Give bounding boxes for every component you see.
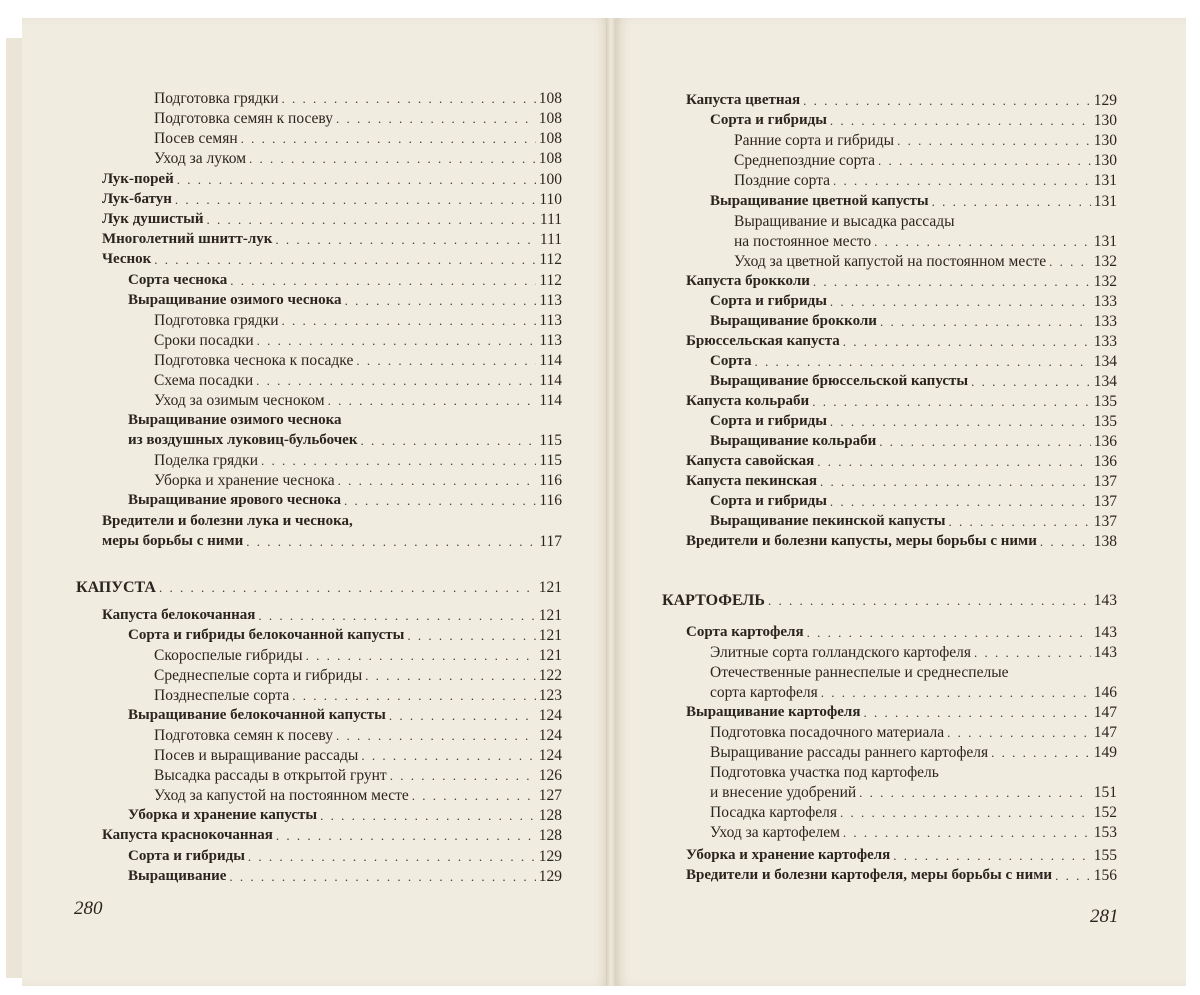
toc-entry	[686, 391, 1117, 411]
right-page	[612, 18, 1186, 986]
toc-entry	[710, 742, 1117, 762]
toc-entry	[710, 110, 1117, 130]
toc-entry-page: 152	[1093, 804, 1117, 821]
toc-entry	[686, 531, 1117, 551]
toc-entry-title: Капуста кольраби	[686, 393, 810, 409]
toc-leader-dots	[344, 491, 536, 510]
toc-leader-dots	[859, 783, 1091, 802]
toc-entry-title: Сорта и гибриды	[128, 848, 245, 864]
toc-entry-page: 108	[538, 150, 562, 167]
toc-entry-page: 123	[538, 687, 562, 704]
toc-entry	[154, 665, 562, 685]
toc-entry-title: Подготовка грядки	[154, 90, 279, 107]
toc-leader-dots	[365, 666, 536, 685]
toc-leader-dots	[249, 149, 536, 168]
toc-entry-title: Выращивание картофеля	[686, 704, 861, 720]
toc-entry	[102, 209, 562, 229]
toc-leader-dots	[257, 331, 537, 350]
toc-entry-title: Чеснок	[102, 251, 152, 267]
toc-entry	[154, 310, 562, 330]
toc-leader-dots	[833, 171, 1091, 190]
toc-entry	[710, 511, 1117, 531]
toc-entry-title: Лук душистый	[102, 211, 204, 227]
toc-entry	[154, 745, 562, 765]
toc-entry-title: Вредители и болезни картофеля, меры борьбы с ними	[686, 867, 1053, 883]
toc-leader-dots	[843, 823, 1091, 842]
toc-entry-page: 121	[538, 607, 562, 624]
toc-entry-page: 143	[1093, 592, 1117, 609]
toc-leader-dots	[356, 351, 536, 370]
toc-entry-title: Позднеспелые сорта	[154, 687, 290, 704]
toc-entry	[710, 491, 1117, 511]
toc-leader-dots	[974, 643, 1091, 662]
toc-entry-title: Схема посадки	[154, 372, 254, 389]
toc-entry	[154, 370, 562, 390]
toc-leader-dots	[843, 332, 1091, 351]
toc-entry	[102, 229, 562, 249]
toc-leader-dots	[258, 606, 535, 625]
toc-entry-page: 143	[1093, 644, 1117, 661]
toc-entry-title: Уход за цветной капустой на постоянном месте	[734, 253, 1047, 270]
toc-entry-page: 151	[1093, 784, 1117, 801]
toc-entry-page: 124	[538, 727, 562, 744]
toc-entry	[662, 590, 1117, 610]
toc-leader-dots	[328, 391, 537, 410]
toc-entry	[154, 645, 562, 665]
toc-entry-title: Отечественные раннеспелые и среднеспелые	[710, 664, 1009, 681]
toc-entry-title: Вредители и болезни лука и чеснока,	[102, 513, 353, 529]
toc-entry-page: 117	[539, 533, 562, 550]
toc-entry-title: Выращивание	[128, 868, 227, 884]
toc-entry-title: из воздушных луковиц-бульбочек	[128, 432, 358, 448]
toc-entry-title: Выращивание пекинской капусты	[710, 513, 946, 529]
toc-entry-page: 134	[1093, 353, 1117, 370]
toc-leader-dots	[175, 190, 536, 209]
toc-entry-page: 143	[1093, 624, 1117, 641]
toc-leader-dots	[768, 591, 1091, 610]
toc-leader-dots	[241, 129, 536, 148]
right-page-number: 281	[1090, 906, 1119, 927]
toc-entry-page: 137	[1093, 493, 1117, 510]
toc-leader-dots	[991, 743, 1091, 762]
toc-leader-dots	[159, 578, 536, 597]
toc-leader-dots	[389, 706, 536, 725]
toc-entry	[128, 866, 562, 886]
toc-leader-dots	[812, 392, 1091, 411]
toc-entry-page: 112	[539, 272, 562, 289]
toc-entry-title: Выращивание брокколи	[710, 313, 877, 329]
toc-entry-page: 108	[538, 110, 562, 127]
toc-entry	[686, 271, 1117, 291]
toc-entry-title: Выращивание брюссельской капусты	[710, 373, 969, 389]
toc-entry-title: Поделка грядки	[154, 452, 258, 469]
toc-entry	[710, 311, 1117, 331]
toc-entry-page: 111	[539, 231, 562, 248]
toc-entry	[686, 865, 1117, 885]
toc-leader-dots	[336, 109, 536, 128]
toc-leader-dots	[830, 111, 1091, 130]
toc-entry	[686, 471, 1117, 491]
toc-entry-title: КАРТОФЕЛЬ	[662, 592, 765, 609]
toc-leader-dots	[345, 291, 537, 310]
toc-entry-title: и внесение удобрений	[710, 784, 857, 801]
toc-leader-dots	[390, 766, 536, 785]
toc-leader-dots	[154, 250, 536, 269]
toc-entry-page: 114	[539, 372, 562, 389]
toc-entry	[128, 846, 562, 866]
toc-entry	[128, 270, 562, 290]
toc-entry-page: 129	[538, 868, 562, 885]
toc-entry	[128, 410, 562, 430]
toc-leader-dots	[248, 847, 536, 866]
toc-leader-dots	[932, 192, 1091, 211]
toc-entry	[686, 331, 1117, 351]
toc-entry	[102, 605, 562, 625]
toc-entry	[710, 782, 1117, 802]
toc-entry	[102, 169, 562, 189]
toc-leader-dots	[292, 686, 536, 705]
toc-entry	[128, 805, 562, 825]
toc-entry-title: Сорта чеснока	[128, 272, 228, 288]
toc-entry-title: Сорта и гибриды	[710, 413, 827, 429]
toc-entry	[710, 682, 1117, 702]
toc-entry	[710, 291, 1117, 311]
toc-entry-title: Вредители и болезни капусты, меры борьбы с ними	[686, 533, 1037, 549]
toc-entry-page: 108	[538, 90, 562, 107]
toc-entry-title: Уход за озимым чесноком	[154, 392, 325, 409]
toc-entry-page: 116	[539, 492, 562, 509]
toc-entry-page: 108	[538, 130, 562, 147]
book-gutter	[606, 18, 616, 986]
toc-entry-title: Сорта и гибриды	[710, 112, 827, 128]
toc-entry-page: 133	[1093, 333, 1117, 350]
toc-entry-title: Капуста пекинская	[686, 473, 818, 489]
toc-entry-page: 122	[538, 667, 562, 684]
toc-entry	[686, 90, 1117, 110]
toc-entry-title: Уход за картофелем	[710, 824, 840, 841]
toc-leader-dots	[261, 451, 536, 470]
toc-entry	[154, 450, 562, 470]
toc-entry-page: 129	[1093, 92, 1117, 109]
toc-entry-page: 121	[538, 579, 562, 596]
toc-leader-dots	[306, 646, 536, 665]
toc-entry	[102, 825, 562, 845]
toc-leader-dots	[949, 512, 1091, 531]
toc-entry-page: 137	[1093, 513, 1117, 530]
toc-entry	[76, 577, 562, 597]
toc-leader-dots	[256, 371, 536, 390]
toc-entry	[154, 350, 562, 370]
toc-entry-title: Подготовка грядки	[154, 312, 279, 329]
toc-entry-title: Скороспелые гибриды	[154, 647, 303, 664]
toc-leader-dots	[1040, 532, 1091, 551]
toc-entry-page: 153	[1093, 824, 1117, 841]
toc-entry	[128, 290, 562, 310]
toc-entry	[686, 451, 1117, 471]
toc-entry-page: 113	[539, 332, 562, 349]
toc-leader-dots	[813, 272, 1091, 291]
toc-entry-title: Капуста брокколи	[686, 273, 810, 289]
toc-entry-title: Высадка рассады в открытой грунт	[154, 767, 387, 784]
toc-entry	[154, 330, 562, 350]
toc-entry	[128, 490, 562, 510]
toc-entry	[734, 130, 1117, 150]
toc-entry-title: Посадка картофеля	[710, 804, 838, 821]
toc-entry-page: 131	[1093, 172, 1117, 189]
toc-entry-page: 121	[538, 647, 562, 664]
toc-entry-page: 133	[1093, 313, 1117, 330]
toc-entry	[734, 231, 1117, 251]
toc-entry	[734, 170, 1117, 190]
toc-entry-title: Брюссельская капуста	[686, 333, 840, 349]
toc-entry-page: 132	[1093, 273, 1117, 290]
toc-entry	[102, 511, 562, 531]
toc-entry-title: Ранние сорта и гибриды	[734, 132, 895, 149]
toc-entry-page: 147	[1093, 704, 1117, 721]
toc-leader-dots	[1049, 252, 1091, 271]
toc-entry-page: 100	[538, 171, 562, 188]
toc-entry-page: 138	[1093, 533, 1117, 550]
toc-entry-title: Выращивание белокочанной капусты	[128, 707, 386, 723]
left-page-number: 280	[74, 898, 103, 919]
toc-entry-title: Многолетний шнитт-лук	[102, 231, 273, 247]
toc-leader-dots	[880, 312, 1091, 331]
toc-leader-dots	[971, 372, 1091, 391]
toc-entry-page: 128	[538, 807, 562, 824]
toc-entry	[128, 705, 562, 725]
toc-entry	[710, 662, 1117, 682]
toc-entry-title: Выращивание рассады раннего картофеля	[710, 744, 989, 761]
toc-entry	[128, 430, 562, 450]
toc-entry	[154, 725, 562, 745]
toc-entry-title: Подготовка посадочного материала	[710, 724, 945, 741]
toc-entry-page: 146	[1093, 684, 1117, 701]
toc-entry-page: 130	[1093, 112, 1117, 129]
toc-entry-page: 115	[539, 432, 562, 449]
toc-leader-dots	[821, 683, 1091, 702]
toc-entry	[686, 845, 1117, 865]
toc-entry	[710, 371, 1117, 391]
toc-entry	[710, 722, 1117, 742]
toc-leader-dots	[230, 271, 536, 290]
toc-entry-title: Выращивание озимого чеснока	[128, 292, 342, 308]
toc-entry-title: Выращивание и высадка рассады	[734, 213, 955, 230]
toc-entry-page: 147	[1093, 724, 1117, 741]
toc-entry	[734, 251, 1117, 271]
toc-leader-dots	[407, 626, 535, 645]
toc-entry	[154, 765, 562, 785]
toc-leader-dots	[246, 532, 536, 551]
toc-leader-dots	[755, 352, 1091, 371]
toc-leader-dots	[879, 432, 1091, 451]
toc-entry-title: Сроки посадки	[154, 332, 254, 349]
toc-entry	[710, 802, 1117, 822]
toc-entry	[686, 622, 1117, 642]
toc-entry	[154, 88, 562, 108]
toc-entry-title: Уборка и хранение капусты	[128, 807, 318, 823]
toc-entry-title: Уборка и хранение чеснока	[154, 472, 335, 489]
toc-leader-dots	[840, 803, 1091, 822]
toc-leader-dots	[275, 230, 536, 249]
toc-entry-title: Уход за капустой на постоянном месте	[154, 787, 409, 804]
toc-entry-title: сорта картофеля	[710, 684, 818, 701]
toc-entry-title: Подготовка семян к посеву	[154, 110, 333, 127]
toc-leader-dots	[361, 746, 535, 765]
left-page	[22, 18, 610, 986]
toc-entry-title: Сорта и гибриды	[710, 293, 827, 309]
toc-leader-dots	[229, 867, 535, 886]
toc-entry	[710, 411, 1117, 431]
toc-entry-page: 124	[538, 747, 562, 764]
toc-leader-dots	[177, 170, 536, 189]
toc-entry-title: Уборка и хранение картофеля	[686, 847, 891, 863]
toc-entry	[102, 249, 562, 269]
toc-leader-dots	[360, 431, 536, 450]
toc-leader-dots	[206, 210, 536, 229]
toc-entry	[154, 785, 562, 805]
toc-entry-page: 136	[1093, 433, 1117, 450]
toc-leader-dots	[947, 723, 1091, 742]
toc-leader-dots	[320, 806, 536, 825]
toc-entry-title: на постоянное место	[734, 233, 872, 250]
toc-entry-title: Сорта и гибриды	[710, 493, 827, 509]
toc-leader-dots	[282, 89, 536, 108]
toc-entry-title: Поздние сорта	[734, 172, 831, 189]
toc-entry-title: Подготовка чеснока к посадке	[154, 352, 354, 369]
toc-entry-page: 114	[539, 392, 562, 409]
toc-entry-page: 137	[1093, 473, 1117, 490]
toc-entry-page: 113	[539, 312, 562, 329]
toc-entry	[710, 642, 1117, 662]
toc-entry-page: 149	[1093, 744, 1117, 761]
toc-leader-dots	[282, 311, 537, 330]
toc-entry-page: 113	[539, 292, 562, 309]
toc-entry-title: Элитные сорта голландского картофеля	[710, 644, 972, 661]
toc-entry	[154, 108, 562, 128]
toc-entry-page: 131	[1093, 193, 1117, 210]
toc-entry-title: Среднепоздние сорта	[734, 152, 875, 169]
toc-entry-page: 126	[538, 767, 562, 784]
toc-entry	[154, 685, 562, 705]
toc-entry	[154, 470, 562, 490]
toc-entry-title: Капуста краснокочанная	[102, 827, 273, 843]
toc-entry	[734, 150, 1117, 170]
toc-entry-title: Подготовка участка под картофель	[710, 764, 939, 781]
toc-entry	[710, 762, 1117, 782]
toc-entry-page: 129	[538, 848, 562, 865]
toc-entry	[154, 148, 562, 168]
toc-entry-page: 130	[1093, 132, 1117, 149]
toc-entry	[734, 211, 1117, 231]
toc-entry	[154, 390, 562, 410]
toc-leader-dots	[820, 472, 1091, 491]
toc-entry-page: 127	[538, 787, 562, 804]
toc-entry-page: 132	[1093, 253, 1117, 270]
toc-leader-dots	[897, 131, 1091, 150]
toc-entry-page: 124	[538, 707, 562, 724]
toc-entry-title: Сорта картофеля	[686, 624, 804, 640]
toc-leader-dots	[874, 232, 1091, 251]
toc-entry-page: 133	[1093, 293, 1117, 310]
toc-entry-title: Выращивание ярового чеснока	[128, 492, 341, 508]
toc-leader-dots	[878, 151, 1091, 170]
toc-entry-title: Капуста савойская	[686, 453, 815, 469]
toc-entry-title: Сорта	[710, 353, 752, 369]
toc-entry-page: 131	[1093, 233, 1117, 250]
toc-entry-page: 114	[539, 352, 562, 369]
toc-entry	[686, 702, 1117, 722]
toc-entry-page: 115	[539, 452, 562, 469]
toc-entry	[128, 625, 562, 645]
toc-leader-dots	[276, 826, 536, 845]
toc-entry-title: Капуста цветная	[686, 92, 801, 108]
toc-leader-dots	[338, 471, 537, 490]
toc-entry-title: Уход за луком	[154, 150, 247, 167]
toc-entry-page: 130	[1093, 152, 1117, 169]
toc-entry-page: 111	[539, 211, 562, 228]
toc-leader-dots	[893, 846, 1090, 865]
toc-entry-page: 136	[1093, 453, 1117, 470]
toc-entry-title: меры борьбы с ними	[102, 533, 244, 549]
toc-leader-dots	[830, 492, 1091, 511]
toc-entry-page: 116	[539, 472, 562, 489]
toc-entry-page: 110	[539, 191, 562, 208]
toc-entry	[154, 128, 562, 148]
toc-leader-dots	[803, 91, 1091, 110]
toc-entry-title: Выращивание кольраби	[710, 433, 877, 449]
toc-leader-dots	[830, 292, 1091, 311]
toc-entry-page: 128	[538, 827, 562, 844]
toc-entry-page: 112	[539, 251, 562, 268]
toc-entry-title: Выращивание озимого чеснока	[128, 412, 342, 428]
toc-entry-page: 134	[1093, 373, 1117, 390]
toc-entry-title: Посев и выращивание рассады	[154, 747, 359, 764]
toc-entry-title: Среднеспелые сорта и гибриды	[154, 667, 363, 684]
toc-leader-dots	[807, 623, 1091, 642]
toc-leader-dots	[336, 726, 536, 745]
toc-entry-title: Капуста белокочанная	[102, 607, 256, 623]
toc-entry-page: 135	[1093, 393, 1117, 410]
toc-entry-page: 155	[1093, 847, 1117, 864]
toc-entry	[102, 531, 562, 551]
toc-entry-page: 135	[1093, 413, 1117, 430]
toc-leader-dots	[1055, 866, 1091, 885]
toc-entry	[710, 431, 1117, 451]
toc-leader-dots	[412, 786, 536, 805]
toc-entry-page: 121	[538, 627, 562, 644]
toc-entry	[710, 822, 1117, 842]
toc-entry	[710, 191, 1117, 211]
toc-entry-title: Лук-батун	[102, 191, 172, 207]
toc-entry	[710, 351, 1117, 371]
toc-leader-dots	[817, 452, 1090, 471]
toc-leader-dots	[830, 412, 1091, 431]
toc-entry-title: Посев семян	[154, 130, 238, 147]
toc-entry-title: Сорта и гибриды белокочанной капусты	[128, 627, 405, 643]
toc-entry-title: Лук-порей	[102, 171, 174, 187]
toc-entry-page: 156	[1093, 867, 1117, 884]
toc-entry-title: Выращивание цветной капусты	[710, 193, 929, 209]
toc-entry-title: Подготовка семян к посеву	[154, 727, 333, 744]
toc-entry	[102, 189, 562, 209]
toc-entry-title: КАПУСТА	[76, 579, 156, 596]
toc-leader-dots	[863, 703, 1090, 722]
